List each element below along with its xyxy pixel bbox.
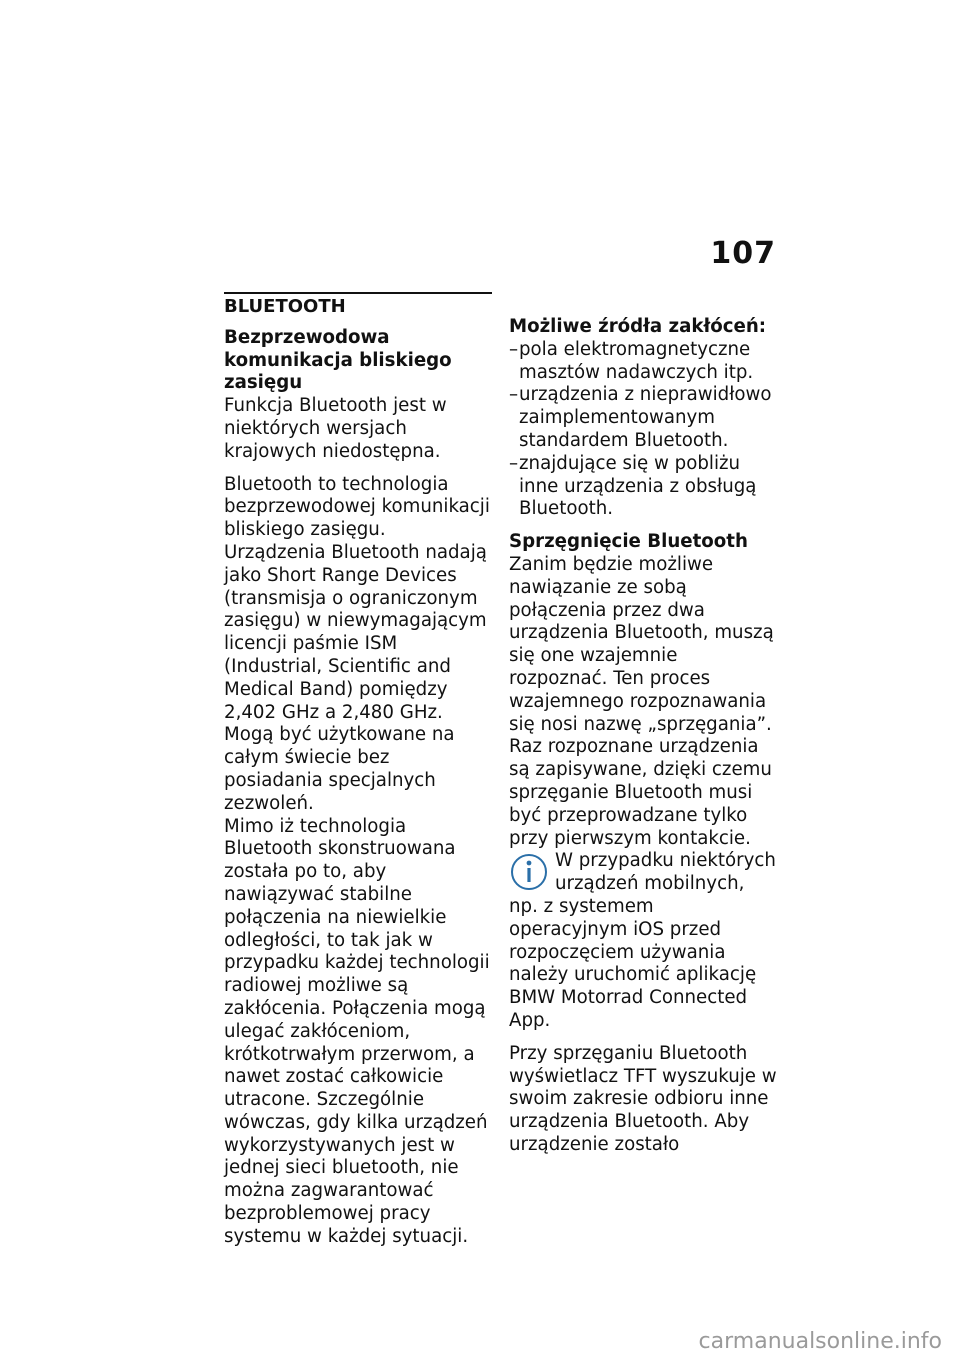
subheading-pairing: Sprzęgnięcie Bluetooth xyxy=(509,531,748,553)
subheading-short-range: Bezprzewodowa komunikacja bliskiego zasięgu xyxy=(224,326,452,394)
paragraph-pairing-search: Przy sprzęganiu Bluetooth wyświetlacz TFT wyszukuje w swoim zakresie odbioru inne urządzenia Bluetooth. Aby urządzenie zostało xyxy=(509,1042,777,1155)
left-column xyxy=(224,292,492,1259)
right-column xyxy=(509,316,777,1167)
list-item: – urządzenia z nieprawidłowo zaimplementowanym standardem Bluetooth. xyxy=(509,384,772,451)
interference-list xyxy=(509,339,777,521)
subheading-interference-sources: Możliwe źródła zakłóceń: xyxy=(509,316,767,337)
paragraph-availability: Funkcja Bluetooth jest w niektórych wersjach krajowych niedostępna. xyxy=(224,395,447,462)
info-icon xyxy=(509,852,549,892)
info-note xyxy=(509,850,777,1032)
paragraph-pairing: Zanim będzie możliwe nawiązanie ze sobą połączenia przez dwa urządzenia Bluetooth, muszą się one wzajemnie rozpoznać. Ten proces wzajemnego rozpoznawania się nosi nazwę „sprzęgania”. Raz rozpoznane urządzenia są zapisywane, dzięki czemu sprzęganie Bluetooth musi być przeprowadzane tylko przy pierwszym kontakcie. xyxy=(509,553,774,849)
paragraph-interference: Mimo iż technologia Bluetooth skonstruowana została po to, aby nawiązywać stabilne połączenia na niewielkie odległości, to tak jak w przypadku każdej technologii radiowej możliwe są zakłócenia. Połączenia mogą ulegać zakłóceniom, krótkotrwałym przerwom, a nawet zostać całkowicie utracone. Szczególnie wówczas, gdy kilka urządzeń wykorzystywanych jest w jednej sieci bluetooth, nie można zagwarantować bezproblemowej pracy systemu w każdej sytuacji. xyxy=(224,815,490,1247)
list-item: – znajdujące się w pobliżu inne urządzenia z obsługą Bluetooth. xyxy=(509,452,757,520)
section-title: BLUETOOTH xyxy=(224,296,346,317)
note-text: W przypadku niektórych urządzeń mobilnych, np. z systemem operacyjnym iOS przed rozpoczęciem używania należy uruchomić aplikację BMW Motorrad Connected App. xyxy=(509,850,776,1031)
paragraph-technology: Bluetooth to technologia bezprzewodowej komunikacji bliskiego zasięgu. Urządzenia Bluetooth nadają jako Short Range Devices (transmisja o ograniczonym zasięgu) w niewymagającym licencji paśmie ISM (Industrial, Scientific and Medical Band) pomiędzy 2,402 GHz a 2,480 GHz. Mogą być użytkowane na całym świecie bez posiadania specjalnych zezwoleń. xyxy=(224,473,490,814)
list-item: – pola elektromagnetyczne masztów nadawczych itp. xyxy=(509,338,754,383)
watermark-link[interactable]: carmanualsonline.info xyxy=(698,1329,942,1354)
page-number: 107 xyxy=(710,236,776,271)
